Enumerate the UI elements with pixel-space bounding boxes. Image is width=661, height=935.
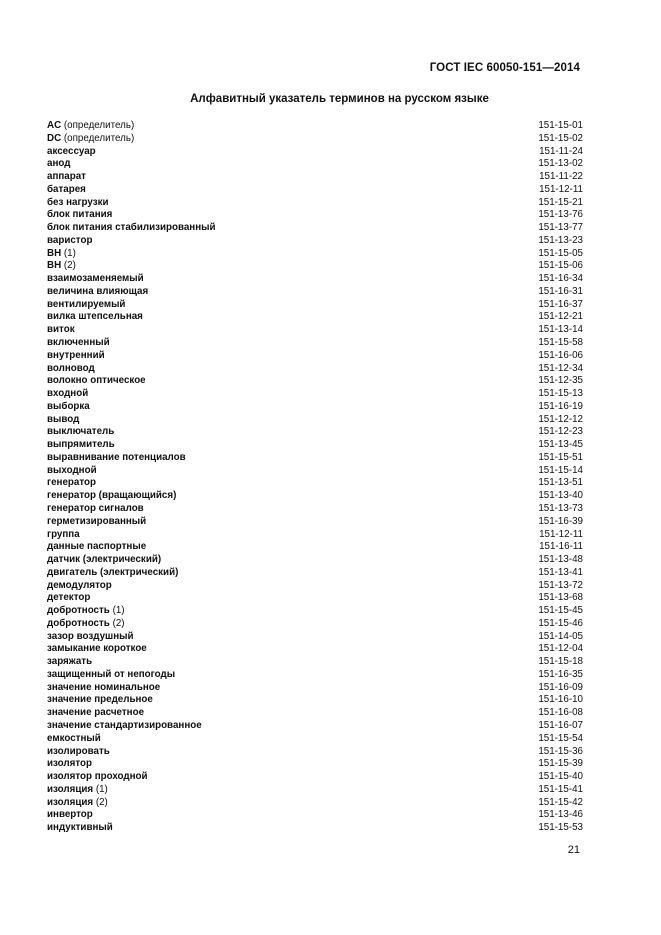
entry-term-group	[47, 503, 144, 516]
index-entry	[47, 707, 583, 720]
entry-code: 151-15-41	[538, 783, 583, 795]
index-entry	[47, 631, 583, 644]
entry-term-group	[47, 133, 134, 146]
entry-qualifier: (определитель)	[63, 132, 135, 144]
term-index-list	[47, 120, 583, 835]
entry-code: 151-16-08	[538, 707, 583, 719]
entry-term-group	[47, 694, 153, 707]
index-entry	[47, 503, 583, 516]
entry-code: 151-12-23	[538, 426, 583, 438]
index-entry	[47, 567, 583, 580]
entry-term-group	[47, 529, 80, 542]
entry-term: величина влияющая	[47, 285, 149, 297]
entry-term-group	[47, 452, 186, 465]
entry-term-group	[47, 120, 134, 133]
entry-term: детектор	[47, 592, 91, 604]
entry-qualifier: (2)	[63, 260, 76, 272]
entry-term: изолятор проходной	[47, 771, 148, 783]
index-entry	[47, 758, 583, 771]
entry-term: значение расчетное	[47, 707, 145, 719]
index-entry	[47, 363, 583, 376]
entry-term-group	[47, 311, 143, 324]
index-entry	[47, 350, 583, 363]
index-entry	[47, 643, 583, 656]
entry-code: 151-16-06	[538, 349, 583, 361]
entry-qualifier: (определитель)	[63, 120, 135, 131]
entry-term: замыкание короткое	[47, 643, 147, 655]
entry-code: 151-15-42	[538, 796, 583, 808]
index-entry	[47, 490, 583, 503]
entry-term: включенный	[47, 337, 110, 349]
index-entry	[47, 733, 583, 746]
index-entry	[47, 439, 583, 452]
entry-term-group	[47, 439, 115, 452]
entry-code: 151-15-13	[538, 388, 583, 400]
index-entry	[47, 375, 583, 388]
entry-term: AC	[47, 120, 62, 131]
entry-qualifier: (1)	[63, 247, 76, 259]
entry-code: 151-12-34	[538, 362, 583, 374]
index-entry	[47, 146, 583, 159]
entry-term-group	[47, 618, 125, 631]
entry-term: выпрямитель	[47, 439, 115, 451]
entry-term-group	[47, 146, 96, 159]
entry-term: взаимозаменяемый	[47, 273, 144, 285]
entry-term: аксессуар	[47, 145, 96, 157]
entry-term: выборка	[47, 400, 90, 412]
entry-term-group	[47, 171, 86, 184]
entry-code: 151-12-35	[538, 375, 583, 387]
entry-code: 151-15-40	[538, 771, 583, 783]
entry-code: 151-12-11	[539, 528, 583, 540]
entry-code: 151-13-02	[538, 158, 583, 170]
entry-qualifier: (1)	[95, 783, 108, 795]
entry-term: внутренний	[47, 349, 105, 361]
entry-qualifier: (2)	[112, 617, 125, 629]
index-entry	[47, 311, 583, 324]
entry-code: 151-13-23	[538, 234, 583, 246]
entry-code: 151-13-73	[538, 502, 583, 514]
entry-term-group	[47, 771, 148, 784]
entry-term-group	[47, 235, 92, 248]
entry-term-group	[47, 465, 97, 478]
entry-term-group	[47, 158, 70, 171]
entry-term-group	[47, 809, 93, 822]
entry-term-group	[47, 669, 175, 682]
entry-term-group	[47, 733, 101, 746]
entry-code: 151-15-01	[538, 120, 583, 131]
index-entry	[47, 529, 583, 542]
entry-term: выходной	[47, 464, 97, 476]
entry-term-group	[47, 273, 144, 286]
entry-term-group	[47, 490, 176, 503]
index-entry	[47, 656, 583, 669]
entry-term: емкостный	[47, 732, 101, 744]
entry-term-group	[47, 541, 146, 554]
entry-term: добротность	[47, 617, 110, 629]
entry-term: генератор	[47, 477, 96, 489]
entry-term: анод	[47, 158, 71, 170]
entry-term-group	[47, 656, 92, 669]
entry-term-group	[47, 401, 90, 414]
entry-code: 151-16-34	[538, 273, 583, 285]
entry-term: вентилируемый	[47, 298, 126, 310]
entry-code: 151-16-09	[538, 681, 583, 693]
entry-term-group	[47, 516, 146, 529]
entry-term-group	[47, 375, 146, 388]
index-entry	[47, 197, 583, 210]
index-entry	[47, 809, 583, 822]
entry-term: DC	[47, 132, 62, 144]
entry-code: 151-13-76	[538, 209, 583, 221]
index-entry	[47, 592, 583, 605]
entry-code: 151-15-05	[538, 247, 583, 259]
entry-term: изолятор	[47, 758, 92, 770]
entry-term: вилка штепсельная	[47, 311, 143, 323]
entry-code: 151-15-02	[538, 132, 583, 144]
index-entry	[47, 209, 583, 222]
index-entry	[47, 414, 583, 427]
index-entry	[47, 605, 583, 618]
entry-term: инвертор	[47, 809, 93, 821]
entry-code: 151-15-18	[538, 656, 583, 668]
entry-code: 151-15-21	[538, 196, 583, 208]
index-entry	[47, 388, 583, 401]
index-entry	[47, 465, 583, 478]
entry-term: зазор воздушный	[47, 630, 134, 642]
entry-term: аппарат	[47, 171, 86, 183]
index-entry	[47, 222, 583, 235]
entry-term-group	[47, 222, 216, 235]
entry-code: 151-15-54	[538, 732, 583, 744]
entry-code: 151-15-53	[538, 822, 583, 834]
index-entry	[47, 158, 583, 171]
entry-term-group	[47, 631, 134, 644]
entry-term-group	[47, 209, 112, 222]
entry-term: данные паспортные	[47, 541, 147, 553]
entry-code: 151-15-51	[538, 451, 583, 463]
entry-code: 151-12-11	[539, 183, 583, 195]
entry-term-group	[47, 414, 79, 427]
entry-term: индуктивный	[47, 822, 113, 834]
entry-term: виток	[47, 324, 75, 336]
entry-term: входной	[47, 388, 89, 400]
entry-code: 151-11-24	[539, 145, 583, 157]
entry-code: 151-13-46	[538, 809, 583, 821]
entry-term: вывод	[47, 413, 80, 425]
entry-term-group	[47, 580, 112, 593]
entry-term-group	[47, 388, 88, 401]
entry-term-group	[47, 554, 161, 567]
index-entry	[47, 324, 583, 337]
entry-term-group	[47, 567, 178, 580]
entry-term-group	[47, 248, 76, 261]
index-entry	[47, 426, 583, 439]
index-entry	[47, 120, 583, 133]
entry-term: изоляция	[47, 783, 94, 795]
index-entry	[47, 299, 583, 312]
entry-code: 151-16-31	[538, 285, 583, 297]
entry-code: 151-13-40	[538, 490, 583, 502]
entry-term-group	[47, 286, 148, 299]
index-entry	[47, 822, 583, 835]
entry-term: значение номинальное	[47, 681, 161, 693]
entry-term-group	[47, 299, 125, 312]
entry-code: 151-15-36	[538, 745, 583, 757]
index-entry	[47, 273, 583, 286]
entry-code: 151-13-68	[538, 592, 583, 604]
document-header: ГОСТ IEC 60050-151—2014	[429, 62, 580, 74]
entry-code: 151-15-06	[538, 260, 583, 272]
entry-term: ВН	[47, 247, 62, 259]
entry-term-group	[47, 197, 109, 210]
index-entry	[47, 337, 583, 350]
entry-qualifier: (1)	[112, 605, 125, 617]
entry-term-group	[47, 720, 202, 733]
entry-code: 151-16-37	[538, 298, 583, 310]
entry-term-group	[47, 426, 114, 439]
entry-code: 151-16-11	[539, 541, 583, 553]
entry-term: датчик (электрический)	[47, 554, 162, 566]
entry-term: генератор (вращающийся)	[47, 490, 177, 502]
index-entry	[47, 554, 583, 567]
index-entry	[47, 184, 583, 197]
entry-term: значение стандартизированное	[47, 719, 202, 731]
entry-qualifier: (2)	[95, 796, 108, 808]
entry-term-group	[47, 784, 108, 797]
entry-code: 151-15-14	[538, 464, 583, 476]
entry-term: защищенный от непогоды	[47, 668, 176, 680]
entry-term: демодулятор	[47, 579, 112, 591]
entry-term: без нагрузки	[47, 196, 109, 208]
page-number: 21	[567, 844, 580, 856]
entry-term-group	[47, 184, 86, 197]
entry-code: 151-13-51	[538, 477, 583, 489]
index-entry	[47, 746, 583, 759]
entry-code: 151-16-07	[538, 719, 583, 731]
index-entry	[47, 694, 583, 707]
entry-term-group	[47, 643, 147, 656]
index-entry	[47, 720, 583, 733]
entry-term-group	[47, 324, 75, 337]
index-entry	[47, 286, 583, 299]
index-entry	[47, 682, 583, 695]
index-entry	[47, 452, 583, 465]
index-entry	[47, 669, 583, 682]
index-entry	[47, 235, 583, 248]
entry-term: выравнивание потенциалов	[47, 451, 186, 463]
entry-term-group	[47, 605, 125, 618]
entry-code: 151-16-39	[538, 515, 583, 527]
entry-term: изоляция	[47, 796, 94, 808]
entry-term: группа	[47, 528, 80, 540]
index-entry	[47, 784, 583, 797]
index-entry	[47, 401, 583, 414]
index-entry	[47, 771, 583, 784]
entry-term-group	[47, 746, 110, 759]
entry-code: 151-15-46	[538, 617, 583, 629]
index-entry	[47, 797, 583, 810]
entry-code: 151-13-77	[538, 222, 583, 234]
entry-term: изолировать	[47, 745, 110, 757]
entry-code: 151-15-58	[538, 337, 583, 349]
entry-code: 151-14-05	[538, 630, 583, 642]
entry-code: 151-13-14	[538, 324, 583, 336]
entry-code: 151-12-12	[538, 413, 583, 425]
index-entry	[47, 477, 583, 490]
entry-code: 151-13-45	[538, 439, 583, 451]
entry-code: 151-13-72	[538, 579, 583, 591]
entry-term: двигатель (электрический)	[47, 566, 179, 578]
entry-term: варистор	[47, 234, 93, 246]
entry-term: батарея	[47, 183, 86, 195]
entry-term: блок питания	[47, 209, 113, 221]
entry-term-group	[47, 797, 108, 810]
entry-term: блок питания стабилизированный	[47, 222, 216, 234]
entry-term: добротность	[47, 605, 110, 617]
index-entry	[47, 580, 583, 593]
entry-term-group	[47, 477, 96, 490]
entry-term-group	[47, 707, 144, 720]
entry-code: 151-16-19	[538, 400, 583, 412]
entry-term-group	[47, 822, 113, 835]
entry-term-group	[47, 260, 76, 273]
entry-code: 151-11-22	[539, 171, 583, 183]
index-entry	[47, 260, 583, 273]
entry-term: значение предельное	[47, 694, 153, 706]
index-entry	[47, 248, 583, 261]
entry-term-group	[47, 337, 110, 350]
entry-term-group	[47, 363, 95, 376]
index-entry	[47, 133, 583, 146]
entry-term: выключатель	[47, 426, 115, 438]
index-entry	[47, 618, 583, 631]
entry-term: ВН	[47, 260, 62, 272]
entry-term-group	[47, 682, 160, 695]
entry-code: 151-12-04	[538, 643, 583, 655]
entry-code: 151-15-39	[538, 758, 583, 770]
entry-term: заряжать	[47, 656, 93, 668]
entry-term: генератор сигналов	[47, 502, 144, 514]
entry-code: 151-16-35	[538, 668, 583, 680]
entry-term: герметизированный	[47, 515, 147, 527]
entry-term: волокно оптическое	[47, 375, 146, 387]
entry-term-group	[47, 350, 105, 363]
entry-term: волновод	[47, 362, 95, 374]
entry-code: 151-13-48	[538, 554, 583, 566]
index-entry	[47, 516, 583, 529]
page-title: Алфавитный указатель терминов на русском языке	[190, 93, 489, 105]
index-entry	[47, 171, 583, 184]
entry-code: 151-13-41	[538, 566, 583, 578]
entry-term-group	[47, 758, 92, 771]
entry-code: 151-16-10	[538, 694, 583, 706]
index-entry	[47, 541, 583, 554]
entry-term-group	[47, 592, 90, 605]
entry-code: 151-12-21	[538, 311, 583, 323]
entry-code: 151-15-45	[538, 605, 583, 617]
